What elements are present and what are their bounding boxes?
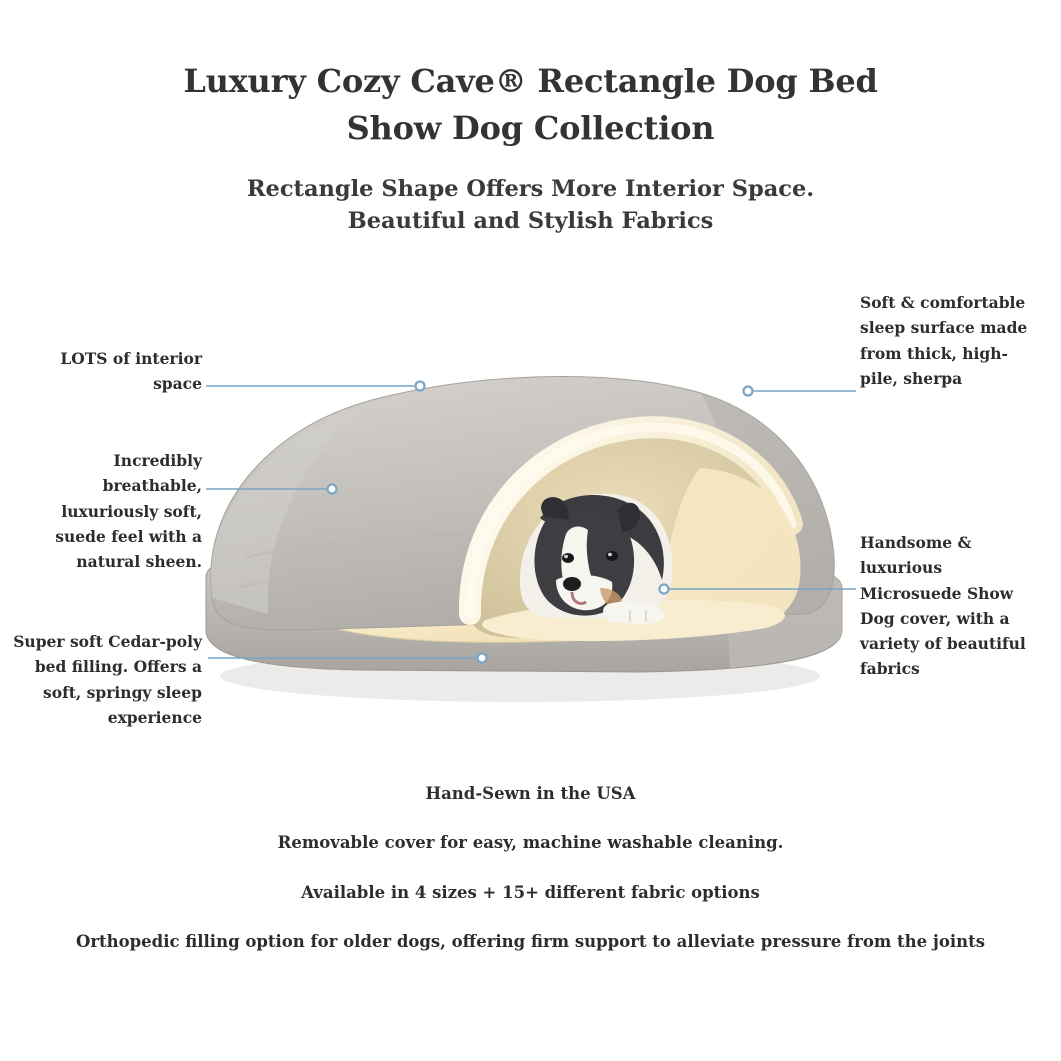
callout-microsuede-cover: Handsome & luxurious Microsuede Show Dog cover, with a variety of beautiful fabrics: [860, 533, 1026, 679]
feature-item: Removable cover for easy, machine washable cleaning.: [277, 833, 784, 853]
title-line-2: Show Dog Collection: [346, 109, 715, 148]
feature-item: Available in 4 sizes + 15+ different fabric options: [301, 882, 760, 902]
callout-super-soft-filling: Super soft Cedar-poly bed filling. Offers a soft, springy sleep experience: [13, 632, 202, 727]
callout-incredibly-breathable: Incredibly breathable, luxuriously soft, suede feel with a natural sheen.: [55, 451, 202, 571]
title-line-1: Luxury Cozy Cave® Rectangle Dog Bed: [183, 62, 878, 100]
subtitle-line-2: Beautiful and Stylish Fabrics: [347, 208, 714, 235]
subtitle-line-1: Rectangle Shape Offers More Interior Space.: [246, 175, 815, 202]
product-illustration: [0, 258, 1061, 778]
page-title: [0, 58, 1061, 153]
page-subtitle: [0, 173, 1061, 238]
page-header: [0, 58, 1061, 238]
callout-sherpa-sleep-surface: Soft & comfortable sleep surface made from thick, high-pile, sherpa: [860, 293, 1028, 388]
feature-item: Orthopedic filling option for older dogs, offering firm support to alleviate pressure from the joints: [75, 932, 986, 952]
feature-list: [0, 782, 1061, 954]
callout-lots-of-interior-space: LOTS of interior space: [60, 349, 202, 394]
feature-item: Hand-Sewn in the USA: [425, 784, 636, 803]
